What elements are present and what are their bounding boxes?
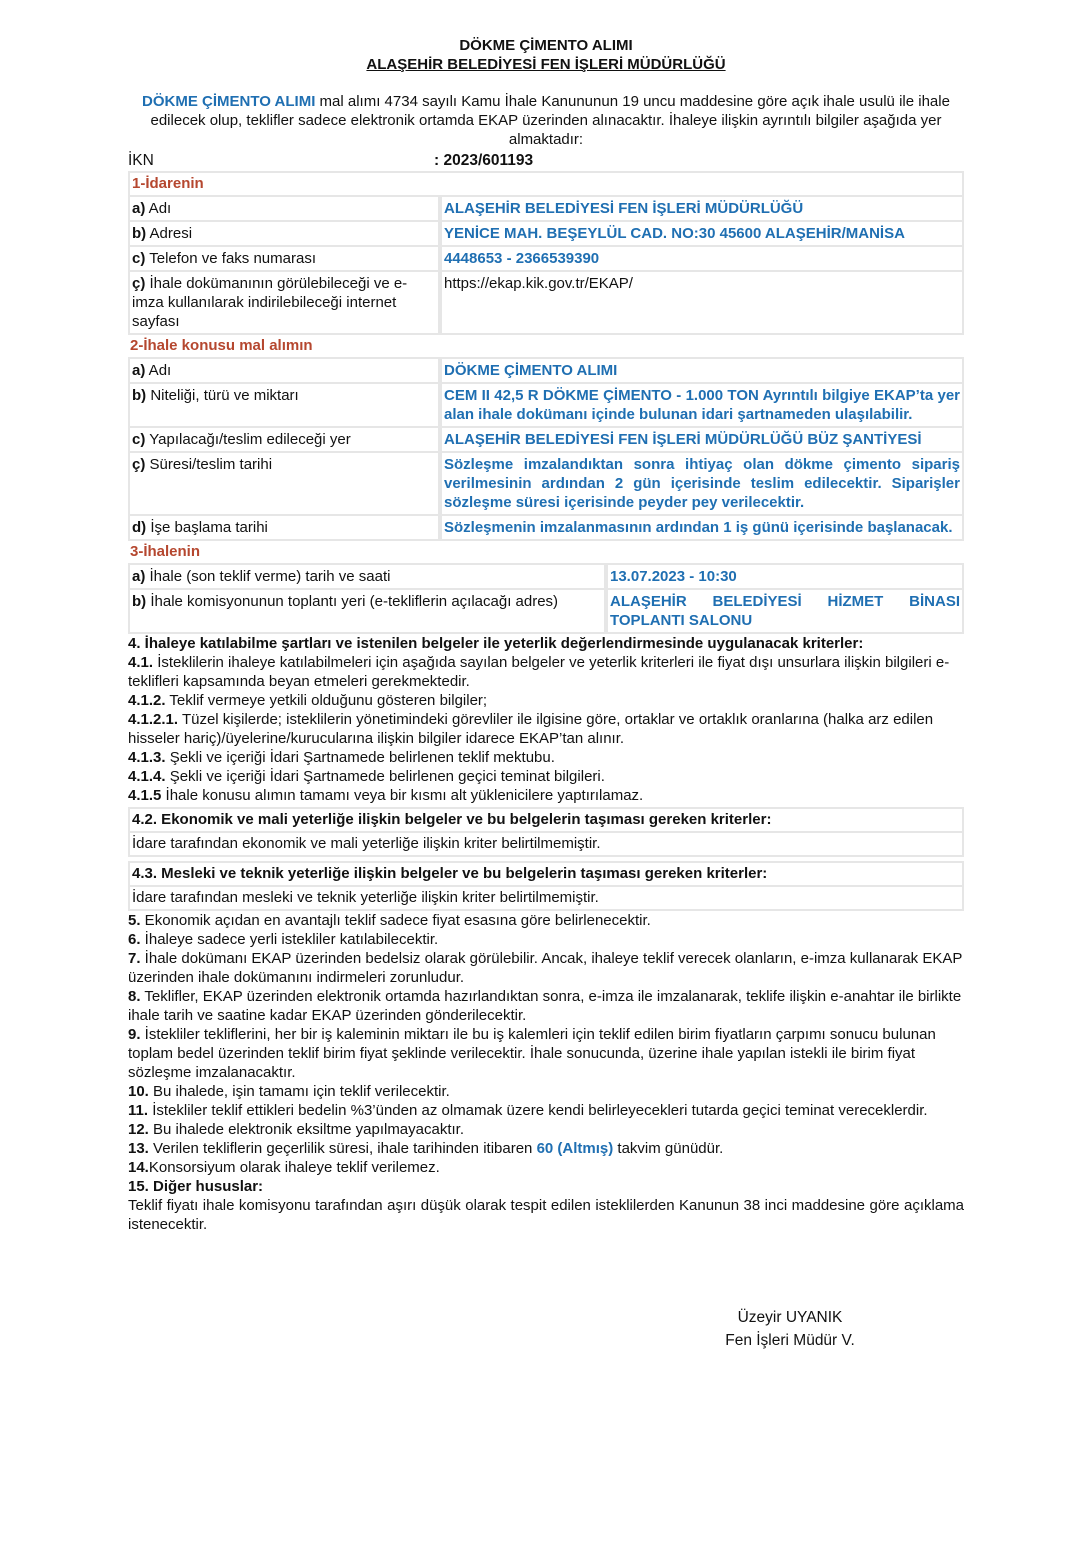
row-value: ALAŞEHİR BELEDİYESİ FEN İŞLERİ MÜDÜRLÜĞÜ BÜZ ŞANTİYESİ (444, 431, 922, 448)
row-key: ç) (132, 275, 146, 292)
list-item (128, 1120, 964, 1139)
row-value: YENİCE MAH. BEŞEYLÜL CAD. NO:30 45600 ALAŞEHİR/MANİSA (444, 225, 905, 242)
document-subtitle: ALAŞEHİR BELEDİYESİ FEN İŞLERİ MÜDÜRLÜĞÜ (366, 56, 726, 73)
row-key: a) (132, 568, 146, 585)
item-text: takvim günüdür. (613, 1140, 724, 1157)
list-item (128, 949, 964, 987)
row-key: a) (132, 200, 146, 217)
section-4 (128, 634, 964, 805)
validity-period: 60 (Altmış) (536, 1140, 614, 1157)
row-label: İşe başlama tarihi (146, 519, 268, 536)
table-row (128, 453, 964, 516)
row-value: Sözleşme imzalandıktan sonra ihtiyaç olan dökme çimento sipariş verilmesinin ardından 2 gün içerisinde teslim edilecektir. Siparişler sözleşme süresi içerisinde peyder pey verilecektir. (444, 456, 960, 511)
item-number: 4.1.5 (128, 787, 162, 804)
item-number: 14. (128, 1159, 149, 1176)
list-item (128, 710, 964, 748)
section-4-heading: 4. İhaleye katılabilme şartları ve istenilen belgeler ile yeterlik değerlendirmesinde uygulanacak kriterler: (128, 635, 864, 652)
row-label: Niteliği, türü ve miktarı (146, 387, 299, 404)
list-item (128, 1025, 964, 1082)
row-key: b) (132, 593, 147, 610)
table-row (128, 563, 964, 590)
list-item (128, 767, 964, 786)
signatory-name: Üzeyir UYANIK (737, 1309, 843, 1326)
row-label: Adı (145, 362, 172, 379)
item-text: İhale dokümanı EKAP üzerinden bedelsiz olarak görülebilir. Ancak, ihaleye teklif verecek olanların, e-imza kullanarak EKAP üzerinden ihale dokümanını indirmeleri zorunludur. (128, 950, 963, 986)
section-konu-table (128, 357, 964, 541)
ikn-line (128, 151, 964, 171)
ikn-value: : 2023/601193 (434, 152, 534, 169)
section-idare-heading: 1-İdarenin (128, 171, 964, 197)
item-text: İhale konusu alımın tamamı veya bir kısmı alt yüklenicilere yaptırılamaz. (161, 787, 644, 804)
list-item (128, 748, 964, 767)
list-item (128, 911, 964, 930)
ekap-link[interactable]: https://ekap.kik.gov.tr/EKAP/ (444, 275, 633, 292)
item-number: 13. (128, 1140, 149, 1157)
signatory-title: Fen İşleri Müdür V. (725, 1332, 855, 1349)
list-item (128, 1082, 964, 1101)
row-label: İhale dokümanının görülebileceği ve e-imza kullanılarak indirilebileceği internet sayfası (132, 275, 408, 330)
item-text: İhaleye sadece yerli istekliler katılabilecektir. (140, 931, 439, 948)
list-item (128, 987, 964, 1025)
item-number: 8. (128, 988, 141, 1005)
item-number: 4.1. (128, 654, 154, 671)
row-label: Telefon ve faks numarası (145, 250, 316, 267)
section-4-2-heading: 4.2. Ekonomik ve mali yeterliğe ilişkin belgeler ve bu belgelerin taşıması gereken kriterler: (130, 809, 962, 833)
list-item (128, 1101, 964, 1120)
row-label: İhale komisyonunun toplantı yeri (e-tekliflerin açılacağı adres) (146, 593, 559, 610)
clauses (128, 911, 964, 1234)
list-item (128, 930, 964, 949)
ikn-label: İKN (128, 152, 154, 169)
row-label: Yapılacağı/teslim edileceği yer (145, 431, 351, 448)
row-key: a) (132, 362, 146, 379)
item-number: 6. (128, 931, 141, 948)
row-value: 4448653 - 2366539390 (444, 250, 600, 267)
table-row (128, 197, 964, 222)
table-row (128, 272, 964, 335)
row-label: Adresi (146, 225, 193, 242)
row-label: Süresi/teslim tarihi (145, 456, 273, 473)
item-number: 4.1.4. (128, 768, 166, 785)
list-item (128, 691, 964, 710)
row-key: c) (132, 250, 146, 267)
row-value: 13.07.2023 - 10:30 (610, 568, 737, 585)
section-4-3 (128, 861, 964, 911)
clause-15-heading: 15. Diğer hususlar: (128, 1178, 264, 1195)
section-ihale-heading: 3-İhalenin (130, 543, 201, 560)
item-text: Verilen tekliflerin geçerlilik süresi, ihale tarihinden itibaren (148, 1140, 537, 1157)
row-label: Adı (145, 200, 172, 217)
row-key: c) (132, 431, 146, 448)
row-value: ALAŞEHİR BELEDİYESİ FEN İŞLERİ MÜDÜRLÜĞÜ (444, 200, 804, 217)
item-text: Ekonomik açıdan en avantajlı teklif sadece fiyat esasına göre belirlenecektir. (140, 912, 651, 929)
table-row (128, 357, 964, 384)
list-item (128, 786, 964, 805)
row-value: CEM II 42,5 R DÖKME ÇİMENTO - 1.000 TON Ayrıntılı bilgiye EKAP’ta yer alan ihale dokümanı içinde bulunan idari şartnameden ulaşılabilir. (444, 387, 960, 423)
clause-15-text: Teklif fiyatı ihale komisyonu tarafından aşırı düşük olarak tespit edilen isteklilerden Kanunun 38 inci maddesine göre açıklama istenecektir. (128, 1197, 964, 1233)
item-text: İsteklilerin ihaleye katılabilmeleri için aşağıda sayılan belgeler ve yeterlik kriterleri ile fiyat dışı unsurlara ilişkin bilgileri e-teklifleri kapsamında beyan etmeleri gerekmektedir. (128, 654, 950, 690)
item-text: Tüzel kişilerde; isteklilerin yönetimindeki görevliler ile ilgisine göre, ortaklar ve ortaklık oranlarına (halka arz edilen hisseler hariç)/üyelerine/kurucularına ilişkin bilgiler idarece EKAP’tan alınır. (128, 711, 934, 747)
section-konu-heading: 2-İhale konusu mal alımın (130, 337, 313, 354)
table-row (128, 428, 964, 453)
item-text: Teklifler, EKAP üzerinden elektronik ortamda hazırlandıktan sonra, e-imza ile imzalanarak, teklife ilişkin e-anahtar ile birlikte ihale tarih ve saatine kadar EKAP üzerinden gönderilecektir. (128, 988, 962, 1024)
row-value: DÖKME ÇİMENTO ALIMI (444, 362, 618, 379)
row-label: İhale (son teklif verme) tarih ve saati (145, 568, 391, 585)
item-number: 10. (128, 1083, 149, 1100)
item-number: 12. (128, 1121, 149, 1138)
section-4-3-text: İdare tarafından mesleki ve teknik yeterliğe ilişkin kriter belirtilmemiştir. (132, 889, 599, 906)
item-text: İstekliler teklif ettikleri bedelin %3’ünden az olmamak üzere kendi belirleyecekleri tutarda geçici teminat vereceklerdir. (148, 1102, 928, 1119)
item-number: 4.1.3. (128, 749, 166, 766)
document-page (128, 36, 964, 1234)
section-4-2 (128, 807, 964, 857)
item-number: 5. (128, 912, 141, 929)
item-text: Bu ihalede elektronik eksiltme yapılmayacaktır. (148, 1121, 465, 1138)
list-item (128, 653, 964, 691)
table-row (128, 222, 964, 247)
item-text: Konsorsiyum olarak ihaleye teklif verilemez. (148, 1159, 440, 1176)
row-key: b) (132, 225, 147, 242)
row-value: ALAŞEHİR BELEDİYESİ HİZMET BİNASI TOPLANTI SALONU (610, 593, 960, 629)
item-text: Teklif vermeye yetkili olduğunu gösteren bilgiler; (165, 692, 488, 709)
item-number: 7. (128, 950, 141, 967)
list-item (128, 1158, 964, 1177)
row-key: b) (132, 387, 147, 404)
item-text: Şekli ve içeriği İdari Şartnamede belirlenen teklif mektubu. (165, 749, 555, 766)
section-ihale-table (128, 563, 964, 634)
item-number: 4.1.2.1. (128, 711, 179, 728)
item-text: İstekliler tekliflerini, her bir iş kaleminin miktarı ile bu iş kalemleri için teklif edilen birim fiyatların çarpımı sonucu bulunan toplam bedel üzerinden teklif birim fiyat şeklinde verilecektir. İhale sonucunda, üzerine ihale yapılan istekli ile birim fiyat sözleşme imzalanacaktır. (128, 1026, 936, 1081)
row-key: d) (132, 519, 147, 536)
intro-highlight: DÖKME ÇİMENTO ALIMI (142, 93, 316, 110)
row-key: ç) (132, 456, 146, 473)
item-number: 9. (128, 1026, 141, 1043)
item-text: Şekli ve içeriği İdari Şartnamede belirlenen geçici teminat bilgileri. (165, 768, 605, 785)
intro-paragraph (128, 92, 964, 149)
row-value: Sözleşmenin imzalanmasının ardından 1 iş günü içerisinde başlanacak. (444, 519, 953, 536)
section-idare-table (128, 197, 964, 335)
table-row (128, 384, 964, 428)
intro-text: mal alımı 4734 sayılı Kamu İhale Kanununun 19 uncu maddesine göre açık ihale usulü ile ihale edilecek olup, teklifler sadece elektronik ortamda EKAP üzerinden alınacaktır. İhaleye ilişkin ayrıntılı bilgiler aşağıda yer almaktadır: (150, 93, 950, 148)
document-title: DÖKME ÇİMENTO ALIMI (459, 37, 633, 54)
table-row (128, 247, 964, 272)
signature-block (640, 1306, 940, 1352)
section-4-2-text: İdare tarafından ekonomik ve mali yeterliğe ilişkin kriter belirtilmemiştir. (132, 835, 601, 852)
table-row (128, 516, 964, 541)
item-number: 4.1.2. (128, 692, 166, 709)
item-number: 11. (128, 1102, 149, 1119)
list-item (128, 1139, 964, 1158)
item-text: Bu ihalede, işin tamamı için teklif verilecektir. (148, 1083, 450, 1100)
table-row (128, 590, 964, 634)
section-4-3-heading: 4.3. Mesleki ve teknik yeterliğe ilişkin belgeler ve bu belgelerin taşıması gereken kriterler: (130, 863, 962, 887)
